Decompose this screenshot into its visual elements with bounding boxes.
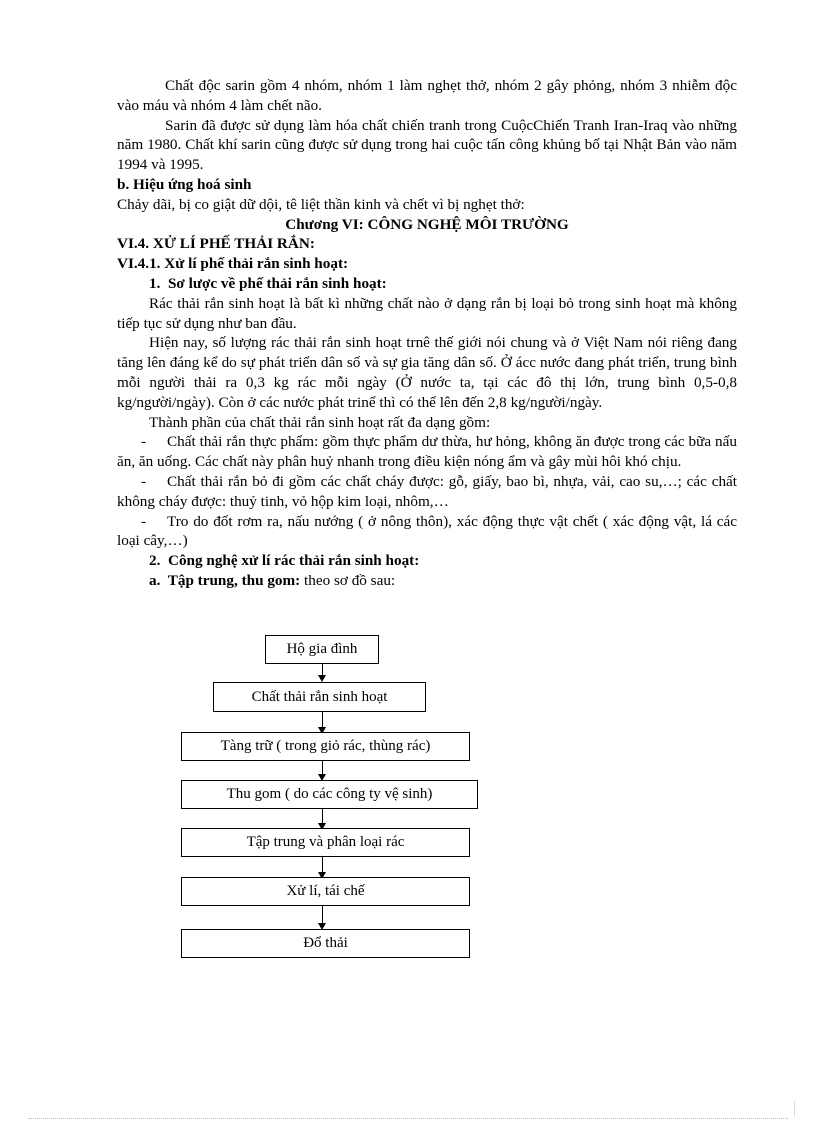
section-title: VI.4. XỬ LÍ PHẾ THẢI RẮN: bbox=[117, 235, 315, 253]
item-1-heading bbox=[117, 274, 737, 294]
flow-box-household: Hộ gia đình bbox=[265, 635, 379, 664]
flow-box-sorting: Tập trung và phân loại rác bbox=[181, 828, 470, 857]
item-a-title: Tập trung, thu gom: bbox=[167, 571, 301, 589]
paragraph-current-state: Hiện nay, số lượng rác thải rắn sinh hoạt trnê thế giới nói chung và ở Việt Nam nói riêng đang tăng lên đáng kể do sự phát triển dân số và sự gia tăng dân số. Ở ácc nước đang phát triển, trung bình mỗi người thải ra 0,3 kg rác mỗi ngày (Ở nước ta, tại các đô thị lớn, trung bình 0,5-0,8 kg/người/ngày). Còn ở các nước phát trinể thì có thể lên đến 2,8 kg/người/ngày. bbox=[117, 334, 737, 411]
item-2-title: Công nghệ xử lí rác thải rắn sinh hoạt: bbox=[167, 552, 420, 570]
heading-biochem: b. Hiệu ứng hoá sinh bbox=[117, 175, 252, 193]
item-1-title: Sơ lược về phế thải rắn sinh hoạt: bbox=[167, 274, 387, 292]
item-2-heading bbox=[117, 551, 737, 571]
page-footer-divider bbox=[28, 1118, 788, 1119]
chapter-title: Chương VI: CÔNG NGHỆ MÔI TRƯỜNG bbox=[285, 215, 569, 233]
paragraph-biochem: Chảy dãi, bị co giật dữ dội, tê liệt thần kinh và chết vì bị nghẹt thở: bbox=[117, 195, 525, 213]
page-corner-mark bbox=[794, 1101, 795, 1117]
flow-box-solid-waste: Chất thải rắn sinh hoạt bbox=[213, 682, 426, 712]
dash-item-text: Chất thải rắn bỏ đi gồm các chất cháy được: gỗ, giấy, bao bì, nhựa, vải, cao su,…; các chất không cháy được: thuỷ tinh, vỏ hộp kim loại, nhôm,… bbox=[117, 472, 737, 510]
paragraph-sarin-war: Sarin đã được sử dụng làm hóa chất chiến tranh trong CuộcChiến Tranh Iran-Iraq vào những năm 1980. Chất khí sarin cũng được sử dụng trong hai cuộc tấn công khủng bố tại Nhật Bản vào năm 1994 và 1995. bbox=[117, 116, 737, 174]
text-body bbox=[117, 76, 737, 591]
item-a-text: theo sơ đồ sau: bbox=[300, 571, 396, 589]
dash-marker: - bbox=[141, 433, 147, 451]
dash-marker: - bbox=[141, 512, 147, 530]
dash-item bbox=[117, 512, 737, 552]
flow-connector bbox=[322, 761, 323, 774]
item-1-number: 1. bbox=[149, 274, 161, 292]
dash-item bbox=[117, 472, 737, 512]
dash-item-text: Tro do đốt rơm ra, nấu nướng ( ở nông thôn), xác động thực vật chết ( xác động vật, lá các loại cây,…) bbox=[117, 512, 737, 550]
paragraph-definition: Rác thải rắn sinh hoạt là bất kì những chất nào ở dạng rắn bị loại bỏ trong sinh hoạt mà không tiếp tục sử dụng như ban đầu. bbox=[117, 294, 737, 332]
flow-box-treatment: Xử lí, tái chế bbox=[181, 877, 470, 906]
subsection-title: VI.4.1. Xử lí phế thải rắn sinh hoạt: bbox=[117, 255, 349, 273]
flow-box-disposal: Đổ thải bbox=[181, 929, 470, 958]
dash-item bbox=[117, 432, 737, 472]
flow-connector bbox=[322, 906, 323, 923]
flow-connector bbox=[322, 857, 323, 872]
dash-marker: - bbox=[141, 472, 147, 490]
flow-arrow-icon bbox=[318, 675, 326, 682]
flow-connector bbox=[322, 664, 323, 675]
flow-connector bbox=[322, 712, 323, 727]
item-a-heading bbox=[117, 571, 737, 591]
dash-item-text: Chất thải rắn thực phẩm: gồm thực phẩm dư thừa, hư hỏng, không ăn được trong các bữa nấu ăn, ăn uống. Các chất này phân huỷ nhanh trong điều kiện nóng ẩm và gây mùi hôi khó chịu. bbox=[117, 433, 737, 471]
item-2-number: 2. bbox=[149, 552, 161, 570]
paragraph-composition-intro: Thành phần của chất thải rắn sinh hoạt rất đa dạng gồm: bbox=[149, 413, 491, 431]
item-a-label: a. bbox=[149, 571, 161, 589]
paragraph-sarin-groups: Chất độc sarin gồm 4 nhóm, nhóm 1 làm nghẹt thở, nhóm 2 gây phỏng, nhóm 3 nhiễm độc vào máu và nhóm 4 làm chết não. bbox=[117, 77, 737, 114]
flow-box-collection: Thu gom ( do các công ty vệ sinh) bbox=[181, 780, 478, 809]
flow-box-storage: Tàng trữ ( trong giỏ rác, thùng rác) bbox=[181, 732, 470, 761]
flow-connector bbox=[322, 809, 323, 823]
